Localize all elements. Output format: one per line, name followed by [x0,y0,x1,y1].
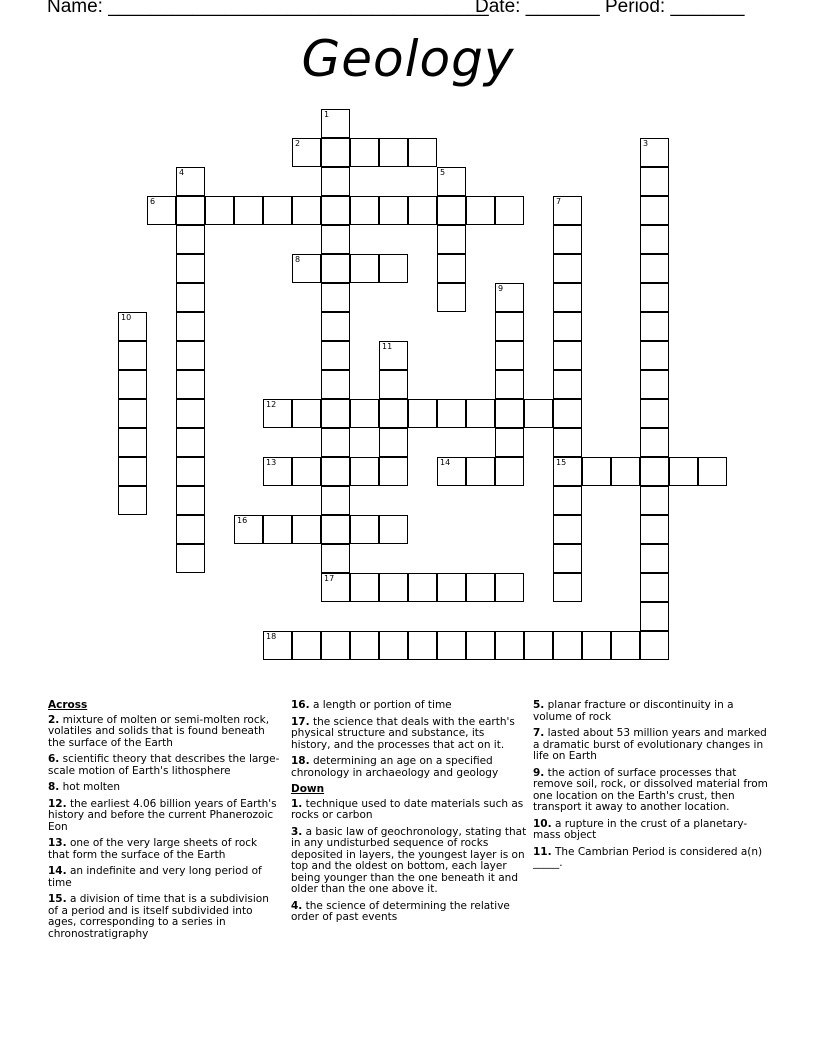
crossword-cell[interactable] [553,196,582,225]
crossword-cell[interactable] [408,138,437,167]
crossword-cell[interactable] [321,428,350,457]
crossword-cell[interactable] [321,631,350,660]
crossword-cell[interactable] [350,515,379,544]
clue-item-number: 8. [48,781,60,793]
crossword-cell[interactable] [611,457,640,486]
crossword-cell[interactable] [379,341,408,370]
crossword-cell[interactable] [292,631,321,660]
clue-item [291,901,527,924]
crossword-cell[interactable] [408,399,437,428]
clue-item-text: The Cambrian Period is considered a(n) _____. [533,845,763,869]
crossword-cell[interactable] [176,283,205,312]
clue-item-text: lasted about 53 million years and marked a dramatic burst of evolutionary changes in life on Earth [533,727,767,762]
clue-item-number: 4. [291,899,303,912]
clue-item-number: 10. [533,817,552,830]
clue-item-number: 15. [48,893,67,905]
crossword-cell[interactable] [553,457,582,486]
crossword-cell[interactable] [524,631,553,660]
crossword-cell[interactable] [553,573,582,602]
crossword-cell[interactable] [321,486,350,515]
crossword-cell[interactable] [553,486,582,515]
crossword-cell[interactable] [437,225,466,254]
clue-item [533,700,769,723]
clue-item [48,799,280,834]
crossword-cell[interactable] [553,341,582,370]
crossword-cell[interactable] [524,399,553,428]
crossword-cell[interactable] [350,399,379,428]
crossword-cell[interactable] [321,370,350,399]
crossword-cell[interactable] [118,399,147,428]
crossword-cell[interactable] [640,428,669,457]
clue-item-number: 3. [291,825,303,838]
crossword-cell[interactable] [495,312,524,341]
crossword-cell[interactable] [495,370,524,399]
clue-number: 14 [440,458,451,467]
clue-item-number: 16. [291,699,310,711]
crossword-cell[interactable] [176,428,205,457]
clue-item [533,728,769,763]
crossword-cell[interactable] [205,196,234,225]
crossword-cell[interactable] [321,225,350,254]
crossword-cell[interactable] [437,573,466,602]
across-heading: Across [48,699,88,711]
crossword-cell[interactable] [495,428,524,457]
crossword-cell[interactable] [379,573,408,602]
clue-number: 3 [643,139,649,148]
crossword-cell[interactable] [350,254,379,283]
crossword-cell[interactable] [437,399,466,428]
crossword-cell[interactable] [350,631,379,660]
clues-column-3 [533,700,769,875]
crossword-cell[interactable] [611,631,640,660]
clue-item-text: a length or portion of time [309,699,452,711]
clue-item-text: determining an age on a specified chronology in archaeology and geology [291,755,499,779]
clues-column-2 [291,700,527,929]
crossword-cell[interactable] [437,196,466,225]
clue-item-number: 6. [48,753,60,765]
clue-item-number: 14. [48,865,67,877]
crossword-cell[interactable] [640,138,669,167]
across-clue-list [48,715,280,941]
crossword-cell[interactable] [466,399,495,428]
crossword-cell[interactable] [640,631,669,660]
clue-number: 6 [150,197,156,206]
crossword-cell[interactable] [379,399,408,428]
crossword-cell[interactable] [437,254,466,283]
crossword-cell[interactable] [176,399,205,428]
clue-item-text: hot molten [59,781,120,793]
clue-item [291,700,527,712]
crossword-cell[interactable] [408,631,437,660]
clue-item [48,754,280,777]
down-clue-list-continued [533,700,769,870]
clue-item-number: 18. [291,755,310,767]
clue-item-number: 17. [291,715,310,728]
crossword-cell[interactable] [553,544,582,573]
crossword-cell[interactable] [321,457,350,486]
clue-item [48,894,280,940]
crossword-cell[interactable] [553,399,582,428]
clue-number: 11 [382,342,393,351]
clue-number: 10 [121,313,132,322]
crossword-cell[interactable] [176,225,205,254]
crossword-cell[interactable] [495,283,524,312]
crossword-cell[interactable] [234,196,263,225]
clue-item-number: 2. [48,713,60,726]
crossword-cell[interactable] [640,370,669,399]
crossword-cell[interactable] [176,167,205,196]
crossword-cell[interactable] [379,428,408,457]
crossword-cell[interactable] [321,573,350,602]
crossword-cell[interactable] [379,515,408,544]
clue-number: 4 [179,168,185,177]
clue-item-number: 13. [48,837,67,849]
clue-item-text: technique used to date materials such as rocks or carbon [291,797,524,821]
across-clue-list-continued [291,700,527,779]
crossword-cell[interactable] [321,515,350,544]
crossword-cell[interactable] [495,196,524,225]
crossword-cell[interactable] [292,399,321,428]
crossword-cell[interactable] [292,196,321,225]
clue-number: 8 [295,255,301,264]
crossword-cell[interactable] [118,370,147,399]
crossword-cell[interactable] [437,457,466,486]
clue-number: 12 [266,400,277,409]
crossword-cell[interactable] [292,254,321,283]
clue-number: 16 [237,516,248,525]
crossword-cell[interactable] [553,631,582,660]
clue-item-number: 9. [533,766,545,779]
crossword-cell[interactable] [640,399,669,428]
crossword-cell[interactable] [466,573,495,602]
crossword-cell[interactable] [553,312,582,341]
crossword-cell[interactable] [263,515,292,544]
crossword-cell[interactable] [176,457,205,486]
clue-item-text: the science that deals with the earth's physical structure and substance, its history, and the processes that act on it. [291,715,515,751]
crossword-cell[interactable] [437,631,466,660]
crossword-cell[interactable] [321,341,350,370]
crossword-cell[interactable] [495,573,524,602]
crossword-cell[interactable] [321,109,350,138]
clues-column-1 [48,700,280,945]
crossword-cell[interactable] [553,515,582,544]
crossword-cell[interactable] [582,457,611,486]
crossword-cell[interactable] [379,196,408,225]
crossword-cell[interactable] [553,370,582,399]
crossword-cell[interactable] [147,196,176,225]
crossword-cell[interactable] [292,457,321,486]
crossword-cell[interactable] [350,573,379,602]
clue-number: 1 [324,110,330,119]
crossword-cell[interactable] [640,486,669,515]
clue-item-text: the science of determining the relative order of past events [291,899,510,923]
crossword-cell[interactable] [495,457,524,486]
clue-item [533,847,769,870]
crossword-cell[interactable] [553,225,582,254]
crossword-cell[interactable] [292,515,321,544]
crossword-cell[interactable] [640,457,669,486]
crossword-cell[interactable] [379,370,408,399]
clue-item-text: scientific theory that describes the large-scale motion of Earth's lithosphere [48,753,280,777]
crossword-cell[interactable] [408,196,437,225]
clue-item [533,768,769,814]
crossword-cell[interactable] [350,138,379,167]
clue-item-number: 11. [533,845,552,858]
crossword-cell[interactable] [582,631,611,660]
crossword-cell[interactable] [553,428,582,457]
clue-item-number: 5. [533,699,545,711]
crossword-cell[interactable] [176,515,205,544]
crossword-cell[interactable] [118,457,147,486]
crossword-cell[interactable] [176,486,205,515]
crossword-cell[interactable] [176,312,205,341]
clue-number: 5 [440,168,446,177]
crossword-cell[interactable] [118,428,147,457]
crossword-cell[interactable] [640,225,669,254]
clue-number: 7 [556,197,562,206]
down-heading: Down [291,783,325,795]
clue-item-number: 1. [291,797,303,810]
crossword-cell[interactable] [321,167,350,196]
clue-item [291,756,527,779]
crossword-cell[interactable] [263,196,292,225]
crossword-cell[interactable] [350,196,379,225]
crossword-cell[interactable] [263,631,292,660]
crossword-cell[interactable] [350,457,379,486]
crossword-cell[interactable] [553,254,582,283]
clue-item-number: 12. [48,797,67,810]
clue-number: 2 [295,139,301,148]
crossword-cell[interactable] [321,254,350,283]
crossword-cell[interactable] [640,573,669,602]
clue-item [291,799,527,822]
clue-item-number: 7. [533,727,545,739]
crossword-cell[interactable] [118,312,147,341]
crossword-cell[interactable] [495,341,524,370]
crossword-cell[interactable] [263,399,292,428]
crossword-cell[interactable] [466,457,495,486]
crossword-cell[interactable] [379,631,408,660]
clue-item [533,819,769,842]
crossword-cell[interactable] [321,312,350,341]
crossword-cell[interactable] [640,544,669,573]
crossword-cell[interactable] [640,341,669,370]
crossword-cell[interactable] [495,399,524,428]
crossword-cell[interactable] [321,196,350,225]
clue-number: 15 [556,458,567,467]
crossword-cell[interactable] [698,457,727,486]
clue-item [48,838,280,861]
crossword-cell[interactable] [379,457,408,486]
clue-item [48,782,280,794]
crossword-cell[interactable] [495,631,524,660]
crossword-cell[interactable] [292,138,321,167]
crossword-cell[interactable] [437,283,466,312]
crossword-cell[interactable] [379,138,408,167]
crossword-cell[interactable] [321,138,350,167]
clue-item-text: one of the very large sheets of rock that form the surface of the Earth [48,837,258,861]
clue-item-text: the action of surface processes that remove soil, rock, or dissolved material from one location on the Earth's crust, then transport it away to another location. [533,766,768,813]
date-field-label[interactable]: Date: _______ [475,0,600,17]
crossword-cell[interactable] [640,312,669,341]
clue-item [48,866,280,889]
clue-number: 13 [266,458,277,467]
crossword-cell[interactable] [176,196,205,225]
page-title: Geology [301,30,515,88]
clue-item [48,715,280,750]
clue-item [291,827,527,896]
crossword-cell[interactable] [640,283,669,312]
crossword-cell[interactable] [669,457,698,486]
crossword-cell[interactable] [640,196,669,225]
clue-number: 18 [266,632,277,641]
crossword-cell[interactable] [118,341,147,370]
crossword-cell[interactable] [321,544,350,573]
clue-item [291,717,527,752]
crossword-cell[interactable] [176,341,205,370]
period-field-label[interactable]: Period: _______ [605,0,745,17]
crossword-cell[interactable] [379,254,408,283]
clue-item-text: an indefinite and very long period of time [48,865,262,889]
crossword-cell[interactable] [176,254,205,283]
crossword-cell[interactable] [408,573,437,602]
crossword-cell[interactable] [553,283,582,312]
crossword-cell[interactable] [640,515,669,544]
clue-item-text: mixture of molten or semi-molten rock, volatiles and solids that is found beneath the surface of the Earth [48,713,270,749]
clue-item-text: the earliest 4.06 billion years of Earth's history and before the current Phanerozoic Eon [48,797,277,833]
clue-number: 9 [498,284,504,293]
crossword-cell[interactable] [437,167,466,196]
crossword-cell[interactable] [176,544,205,573]
crossword-cell[interactable] [234,515,263,544]
crossword-cell[interactable] [640,602,669,631]
crossword-cell[interactable] [640,167,669,196]
crossword-cell[interactable] [466,631,495,660]
crossword-cell[interactable] [176,370,205,399]
crossword-cell[interactable] [466,196,495,225]
clue-item-text: a rupture in the crust of a planetary-mass object [533,817,748,841]
down-clue-list [291,799,527,924]
clue-item-text: a division of time that is a subdivision of a period and is itself subdivided into ages, corresponding to a series in chronostratigraphy [48,893,269,940]
crossword-cell[interactable] [321,399,350,428]
crossword-cell[interactable] [640,254,669,283]
crossword-cell[interactable] [118,486,147,515]
clue-item-text: a basic law of geochronology, stating that in any undisturbed sequence of rocks deposited in layers, the youngest layer is on top and the oldest on bottom, each layer being younger than the one beneath it and older than the one above it. [291,825,527,895]
clue-number: 17 [324,574,335,583]
name-field-label[interactable]: Name: ____________________________________ [47,0,489,17]
clue-item-text: planar fracture or discontinuity in a volume of rock [533,699,734,723]
crossword-cell[interactable] [321,283,350,312]
crossword-cell[interactable] [263,457,292,486]
